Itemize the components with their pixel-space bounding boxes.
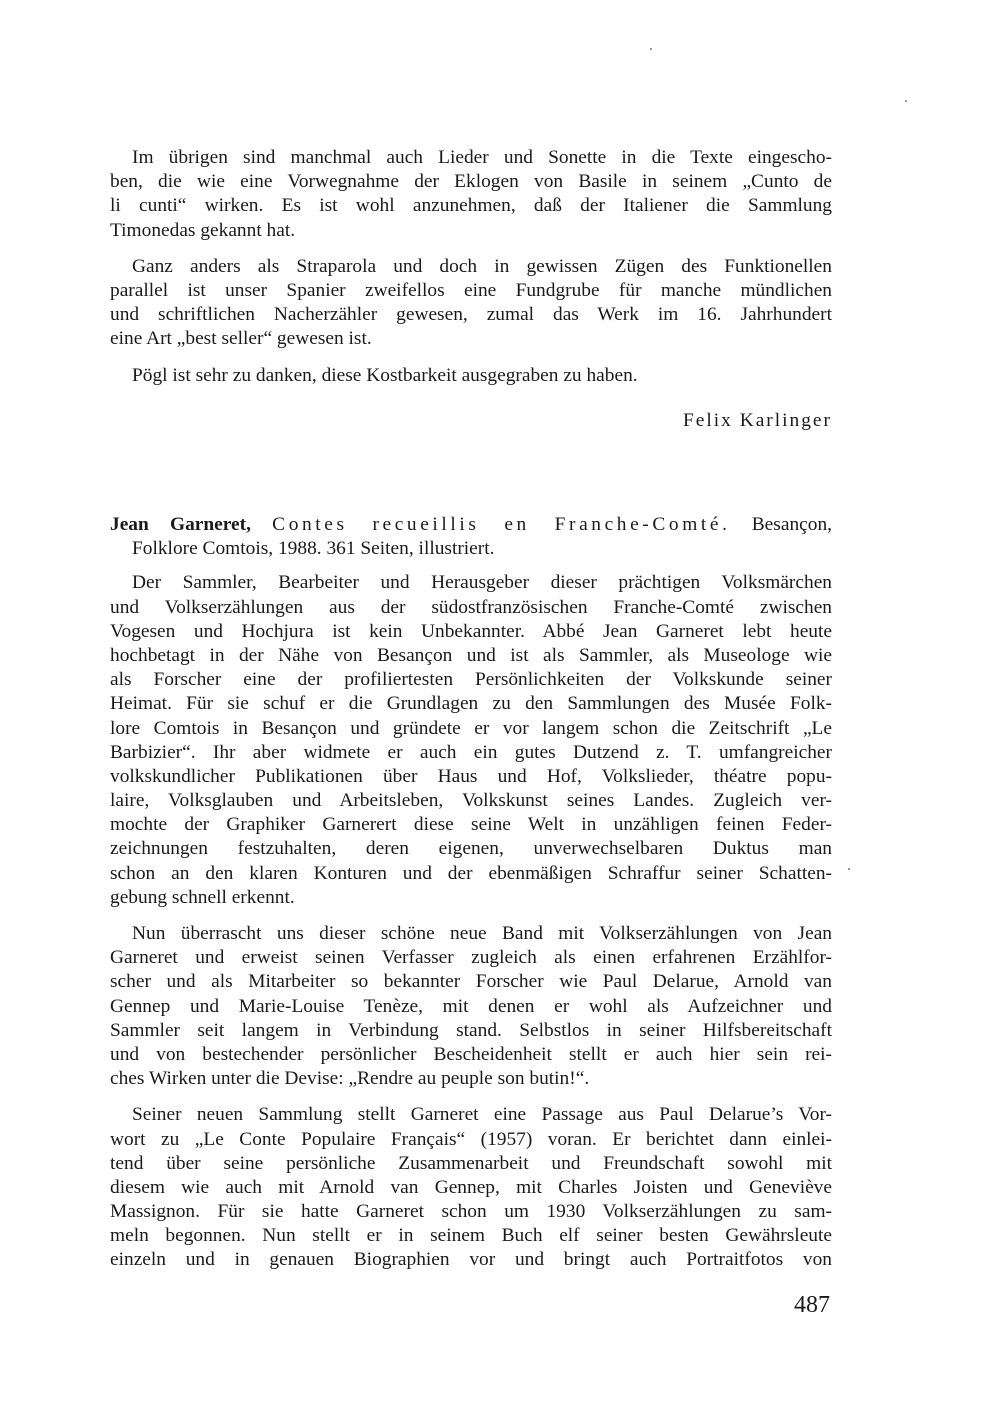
text-line: Sammler seit langem in Verbindung stand. Selbstlos in seiner Hilfsbereitschaft — [110, 1019, 832, 1041]
book-title: Contes recueillis en Franche-Comté. — [272, 514, 731, 535]
text-line: scher und als Mitarbeiter so bekannter Forscher wie Paul Delarue, Arnold van — [110, 971, 832, 993]
text-line: Nun überrascht uns dieser schöne neue Band mit Volkserzählungen von Jean — [132, 923, 832, 944]
text-line: volkskundlicher Publikationen über Haus und Hof, Volkslieder, théatre popu- — [110, 765, 832, 787]
scan-speck — [905, 100, 907, 102]
text-line: als Forscher eine der profiliertesten Persönlichkeiten der Volkskunde seiner — [110, 669, 832, 691]
text-line: Im übrigen sind manchmal auch Lieder und Sonette in die Texte eingescho- — [132, 147, 832, 168]
paragraph — [110, 255, 832, 352]
text-line: meln begonnen. Nun stellt er in seinem Buch elf seiner besten Gewährsleute — [110, 1225, 832, 1247]
text-line: li cunti“ wirken. Es ist wohl anzunehmen, daß der Italiener die Sammlung — [110, 195, 832, 217]
text-line: Garneret und erweist seinen Verfasser zugleich als einen erfahrenen Erzählfor- — [110, 947, 832, 969]
book-author: Jean Garneret, — [110, 514, 251, 535]
review-header — [110, 513, 832, 561]
text-line: Seiner neuen Sammlung stellt Garneret eine Passage aus Paul Delarue’s Vor- — [132, 1104, 832, 1126]
text-line: gebung schnell erkennt. — [110, 886, 295, 908]
text-line: und Volkserzählungen aus der südostfranzösischen Franche-Comté zwischen — [110, 596, 832, 618]
text-line: Vogesen und Hochjura ist kein Unbekannter. Abbé Jean Garneret lebt heute — [110, 620, 832, 642]
text-line: Timonedas gekannt hat. — [110, 219, 296, 241]
text-line: und von bestechender persönlicher Bescheidenheit stellt er auch hier sein rei- — [110, 1043, 832, 1065]
text-line: ches Wirken unter die Devise: „Rendre au peuple son butin!“. — [110, 1068, 590, 1090]
text-line: einzeln und in genauen Biographien vor und bringt auch Portraitfotos von — [110, 1249, 832, 1271]
review-header-line — [110, 513, 832, 537]
text-line: laire, Volksglauben und Arbeitsleben, Volkskunst seines Landes. Zugleich ver- — [110, 790, 832, 812]
text-line: schon an den klaren Konturen und der ebenmäßigen Schraffur seiner Schatten- — [110, 862, 832, 884]
text-line: Gennep und Marie-Louise Tenèze, mit denen er wohl als Aufzeichner und — [110, 995, 832, 1017]
book-review — [110, 513, 832, 1285]
text-line: tend über seine persönliche Zusammenarbeit und Freundschaft sowohl mit — [110, 1152, 832, 1174]
scan-speck — [650, 48, 652, 50]
text-line: zeichnungen festzuhalten, deren eigenen, unverwechselbaren Duktus man — [110, 838, 832, 860]
text-line: und schriftlichen Nacherzähler gewesen, zumal das Werk im 16. Jahrhundert — [110, 304, 832, 326]
paragraph — [110, 364, 832, 388]
text-line: eine Art „best seller“ gewesen ist. — [110, 328, 372, 350]
text-line: Massignon. Für sie hatte Garneret schon um 1930 Volkserzählungen zu sam- — [110, 1201, 832, 1223]
text-line: Barbizier“. Ihr aber widmete er auch ein gutes Dutzend z. T. umfangreicher — [110, 741, 832, 763]
text-line: diesem wie auch mit Arnold van Gennep, mit Charles Joisten und Geneviève — [110, 1176, 832, 1198]
paragraph — [110, 922, 832, 1091]
text-line: parallel ist unser Spanier zweifellos eine Fundgrube für manche mündlichen — [110, 279, 832, 301]
text-line: mochte der Graphiker Garnerert diese seine Welt in unzähligen feinen Feder- — [110, 814, 832, 836]
text-line: Ganz anders als Straparola und doch in gewissen Zügen des Funktionellen — [132, 255, 832, 277]
page-number: 487 — [794, 1292, 830, 1318]
text-line: Heimat. Für sie schuf er die Grundlagen zu den Sammlungen des Musée Folk- — [110, 693, 832, 715]
text-line: Der Sammler, Bearbeiter und Herausgeber dieser prächtigen Volksmärchen — [132, 572, 832, 594]
text-line: wort zu „Le Conte Populaire Français“ (1957) voran. Er berichtet dann einlei- — [110, 1128, 832, 1150]
publication-place: Besançon, — [751, 514, 832, 535]
previous-review-text — [110, 146, 832, 400]
text-line: hochbetagt in der Nähe von Besançon und ist als Sammler, als Museologe wie — [110, 644, 832, 666]
paragraph — [110, 1103, 832, 1272]
text-line: Pögl ist sehr zu danken, diese Kostbarkeit ausgegraben zu haben. — [132, 364, 638, 386]
text-line: lore Comtois in Besançon und gründete er vor langem schon die Zeitschrift „Le — [110, 717, 832, 739]
scan-speck — [848, 868, 850, 870]
paragraph — [110, 571, 832, 910]
publication-details: Folklore Comtois, 1988. 361 Seiten, illustriert. — [132, 538, 495, 560]
paragraph — [110, 146, 832, 243]
reviewer-signature: Felix Karlinger — [682, 410, 832, 431]
text-line: ben, die wie eine Vorwegnahme der Eklogen von Basile in seinem „Cunto de — [110, 171, 832, 193]
